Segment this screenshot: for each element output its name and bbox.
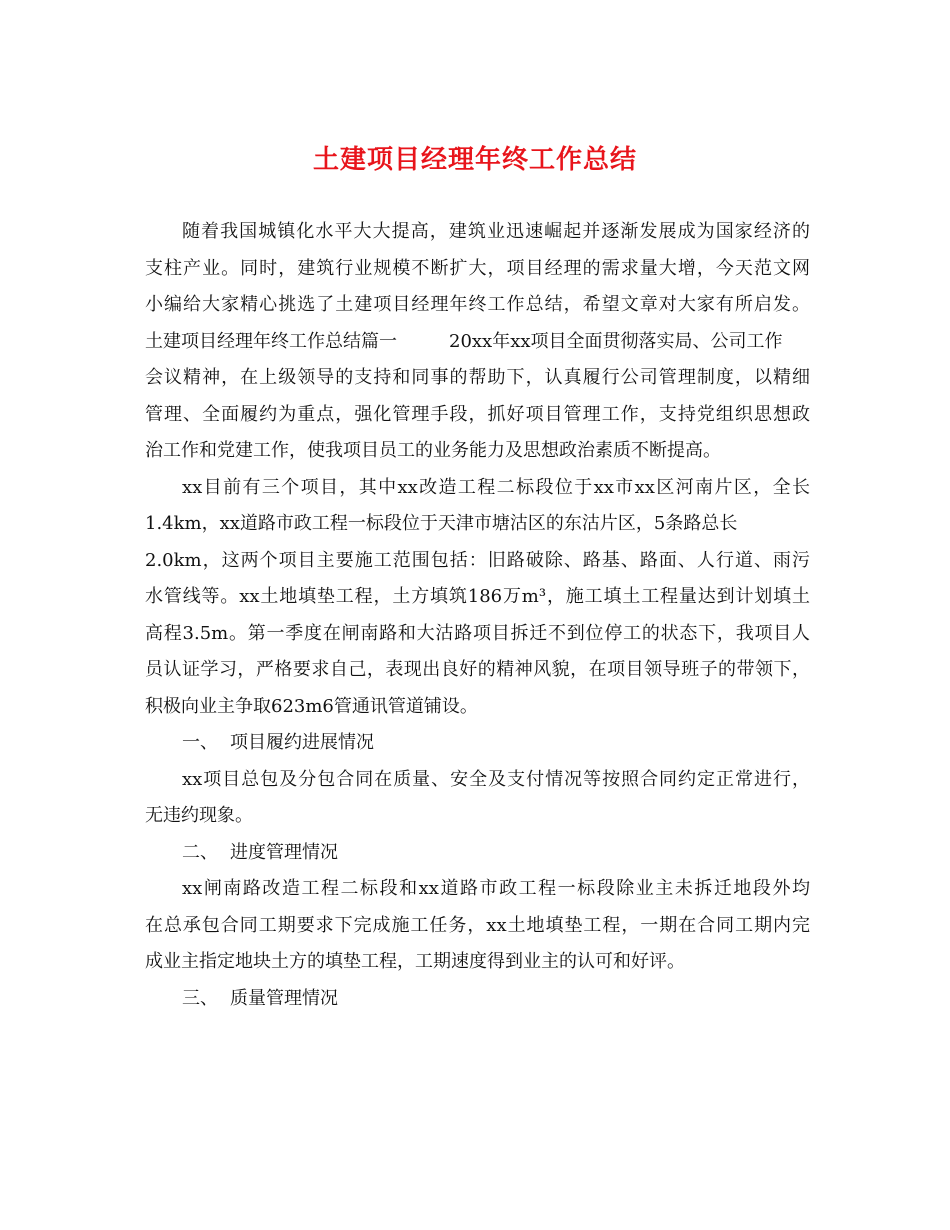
text-line: 员认证学习，严格要求自己，表现出良好的精神风貌，在项目领导班子的带领下，	[145, 659, 810, 680]
text-line	[145, 324, 810, 361]
heading-text: 项目履约进展情况	[230, 732, 374, 753]
text-fragment: 20xx年xx项目全面贯彻落实局、公司工作	[449, 330, 783, 352]
section-heading	[145, 725, 810, 762]
text-line: 会议精神，在上级领导的支持和同事的帮助下，认真履行公司管理制度，以精细	[145, 367, 810, 388]
heading-number: 一、	[182, 732, 218, 753]
heading-text: 质量管理情况	[230, 987, 338, 1009]
text-line: 积极向业主争取623m6管通讯管道铺设。	[145, 695, 478, 717]
section-label: 土建项目经理年终工作总结篇一	[145, 330, 397, 352]
section-heading	[145, 981, 810, 1018]
text-line: 成业主指定地块土方的填垫工程，工期速度得到业主的认可和好评。	[145, 951, 685, 972]
text-line: 小编给大家精心挑选了土建项目经理年终工作总结，希望文章对大家有所启发。	[145, 294, 810, 315]
heading-number: 二、	[182, 841, 218, 863]
text-line: xx目前有三个项目，其中xx改造工程二标段位于xx市xx区河南片区，全长	[182, 476, 810, 498]
text-line: 水管线等。xx土地填垫工程，土方填筑186万m³，施工填土工程量达到计划填土	[145, 586, 810, 607]
document-body	[145, 214, 810, 1017]
text-line: 支柱产业。同时，建筑行业规模不断扩大，项目经理的需求量大增，今天范文网	[145, 257, 810, 279]
text-line: 在总承包合同工期要求下完成施工任务，xx土地填垫工程，一期在合同工期内完	[145, 914, 810, 936]
document-title: 土建项目经理年终工作总结	[312, 145, 637, 175]
text-line: xx项目总包及分包合同在质量、安全及支付情况等按照合同约定正常进行，	[182, 768, 810, 790]
text-line: 管理、全面履约为重点，强化管理手段，抓好项目管理工作，支持党组织思想政	[145, 403, 810, 425]
heading-text: 进度管理情况	[230, 841, 338, 863]
text-line: 随着我国城镇化水平大大提高，建筑业迅速崛起并逐渐发展成为国家经济的	[182, 221, 810, 242]
text-line: 治工作和党建工作，使我项目员工的业务能力及思想政治素质不断提高。	[145, 440, 721, 461]
text-line: 2.0km，这两个项目主要施工范围包括：旧路破除、路基、路面、人行道、雨污	[145, 549, 810, 571]
text-line: 无违约现象。	[145, 805, 253, 826]
text-line: xx闸南路改造工程二标段和xx道路市政工程一标段除业主未拆迁地段外均	[182, 878, 810, 899]
text-line: 1.4km，xx道路市政工程一标段位于天津市塘沽区的东沽片区，5条路总长	[145, 513, 738, 534]
text-line: 高程3.5m。第一季度在闸南路和大沽路项目拆迁不到位停工的状态下，我项目人	[145, 622, 810, 644]
heading-number: 三、	[182, 987, 218, 1009]
section-heading	[145, 835, 810, 872]
